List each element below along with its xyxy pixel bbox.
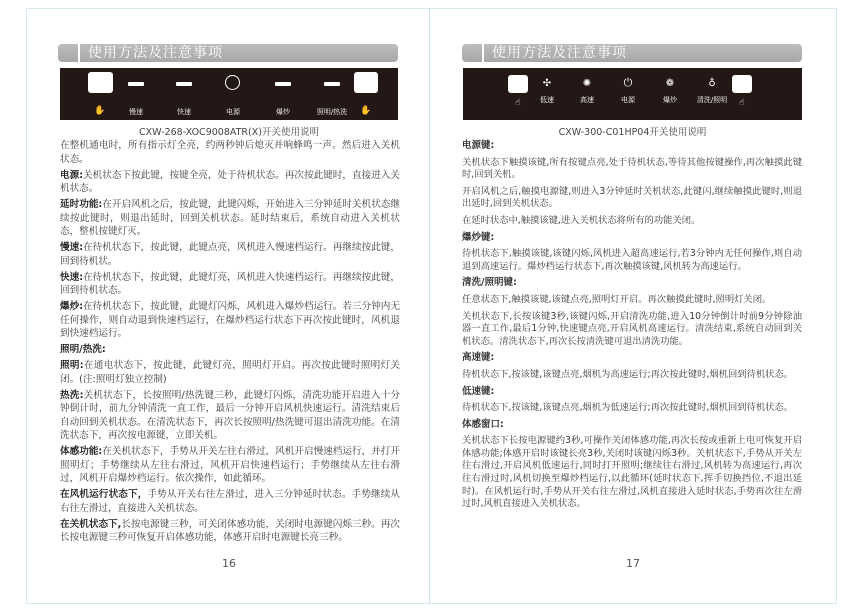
paragraph: 关机状态下长按电源键约3秒,可操作关闭体感功能,再次长按或重新上电可恢复开启体感功能;体感开启时该键长亮3秒,关闭时该键闪烁3秒。关机状态下,手势从开关左往右滑过,开启风机低速运行,同时打开照明;继续往右滑过,风机转为高速运行,再次往右滑过时,风机切换至爆炒档运行,以此循环(延时状态下,挥手切换挡位,不退出延时)。在风机运行时,手势从开关右往左滑过,风机直接进入延时状态,手势再次往左滑过时,风机直接进入关机状态。: [462, 435, 802, 510]
fast-key: [176, 82, 192, 86]
paragraph: 任意状态下,触摸该键,该键点亮,照明灯开启。再次触摸此键时,照明灯关闭。: [462, 293, 772, 305]
section-header: [58, 44, 398, 62]
header-block: [462, 44, 484, 62]
paragraph-label: 电源:: [60, 169, 84, 181]
hand-icon: ✋: [360, 106, 372, 116]
left-body-text: [60, 139, 400, 547]
paragraph-text: 在待机状态下，按此键，此键点亮，风机进入慢速档运行。再继续按此键，回到待机状。: [60, 242, 400, 267]
label-boost: 爆炒: [663, 96, 677, 104]
section-title: 使用方法及注意事项: [88, 45, 223, 61]
label-fast: 快速: [177, 108, 191, 116]
paragraph-label: 在关机状态下,: [60, 518, 122, 530]
paragraph: 关机状态下,长按该键3秒,该键闪烁,开启清洗功能,进入10分钟倒计时前9分钟除油器一直工作,最后1分钟,快速键点亮,开启风机高速运行。清洗结束,系统自动回到关机状态。清洗状态下,再次长按清洗键可退出清洗功能。: [462, 310, 802, 347]
sensor-pad-left: [88, 72, 113, 93]
paragraph-text: 在待机状态下，按此键，此键灯闪烁，风机进入爆炒档运行。若三分钟内无任何操作，则自动退到快速档运行，在爆炒档运行状态下再次按此键时，风机退到快速档运行。: [60, 301, 400, 339]
label-boost: 爆炒: [276, 108, 290, 116]
drop-icon: ♁: [708, 78, 716, 89]
paragraph: [60, 343, 400, 357]
paragraph: 关机状态下触摸该键,所有按键点亮,处于待机状态,等待其他按键操作,再次触摸此键时,回到关机。: [462, 156, 802, 181]
paragraph: [60, 139, 400, 166]
right-body-text: [462, 140, 802, 515]
section-heading: 清洗/照明键:: [462, 277, 517, 289]
control-panel-left: [60, 68, 398, 120]
control-panel-right: [463, 68, 802, 120]
paragraph-label: 热洗:: [60, 389, 84, 401]
hand-icon: ✋: [94, 106, 106, 116]
paragraph: [60, 445, 400, 486]
paragraph-label: 延时功能:: [60, 199, 103, 210]
paragraph-text: 在待机状态下，按此键，此键灯亮，风机进入快速档运行。再继续按此键，回到待机状态。: [60, 271, 400, 296]
paragraph-label: 慢速:: [60, 242, 84, 253]
paragraph: 待机状态下,触摸该键,该键闪烁,风机进入超高速运行,若3分钟内无任何操作,则自动退到高速运行。爆炒档运行状态下,再次触摸该键,风机转为高速运行。: [462, 248, 802, 272]
section-title: 使用方法及注意事项: [492, 45, 627, 61]
paragraph: [60, 198, 400, 239]
paragraph-text: 关机状态下按此键，按键全亮，处于待机状态。再次按此键时，直接进入关机状态。: [60, 169, 400, 194]
paragraph: 开启风机之后,触摸电源键,则进入3分钟延时关机状态,此键闪,继续触摸此键时,则退出延时,回到关机状态。: [462, 185, 802, 210]
paragraph-label: 照明:: [60, 360, 84, 371]
paragraph-label: 体感功能:: [60, 446, 103, 457]
paragraph: 待机状态下,按该键,该键点亮,烟机为高速运行;再次按此键时,烟机回到待机状态。: [462, 368, 794, 380]
section-heading: 高速键:: [462, 352, 495, 364]
caption: CXW-268-XOC9008ATR(X)开关使用说明: [139, 127, 319, 138]
boost-fan-icon: ❁: [665, 78, 675, 89]
light-wash-key: [324, 82, 340, 86]
paragraph-text: 在关机状态下，手势从开关左往右滑过，风机开启慢速档运行，并打开照明灯；手势继续从左往右滑过，风机开启快速档运行；手势继续从左往右滑过，风机开启爆炒档运行。依次操作，如此循环。: [60, 446, 401, 484]
power-icon: ⏻: [623, 76, 633, 89]
paragraph: [60, 389, 400, 443]
label-low: 低速: [540, 96, 554, 104]
paragraph: [60, 169, 400, 196]
section-heading: 爆炒键:: [462, 231, 495, 243]
section-heading: 电源键:: [462, 140, 495, 151]
paragraph-text: 长按电源键三秒，可关闭体感功能，关闭时电源键闪烁三秒。再次长按电源键三秒可恢复开启体感功能，体感开启时电源键长亮三秒。: [60, 518, 400, 543]
label-high: 高速: [580, 96, 594, 104]
fan-high-icon: ✺: [582, 78, 592, 89]
sensor-pad-right: [732, 75, 752, 93]
paragraph: 待机状态下,按该键,该键点亮,烟机为低速运行;再次按此键时,烟机回到待机状态。: [462, 402, 794, 414]
paragraph-text: 手势从开关右往左滑过，进入三分钟延时状态。手势继续从右往左滑过，直接进入关机状态。: [60, 489, 401, 514]
sensor-pad-right: [354, 72, 378, 93]
label-wash-light: 清洗/照明: [696, 96, 728, 104]
paragraph: [60, 300, 400, 341]
section-heading: 体感窗口:: [462, 418, 504, 430]
label-power: 电源: [226, 108, 240, 116]
sensor-pad-left: [508, 75, 528, 93]
page-number: 17: [626, 557, 640, 570]
paragraph-text: 在整机通电时，所有指示灯全亮，约两秒钟后熄灭并响蜂鸣一声。然后进入关机状态。: [60, 140, 400, 165]
page-number: 16: [222, 557, 236, 570]
paragraph: [60, 518, 400, 545]
label-slow: 慢速: [129, 108, 143, 116]
header-block: [58, 44, 80, 62]
gesture-hand-icon: ☝: [515, 98, 521, 108]
paragraph: [60, 241, 400, 268]
paragraph-text: 在开启风机之后，按此键，此键闪烁，开始进入三分钟延时关机状态继续按此键时，则退出延时，回到关机状态。延时结束后，系统自动进入关机状态，整机按键灯灭。: [60, 199, 401, 237]
boost-key: [275, 82, 291, 86]
paragraph-label: 在风机运行状态下，: [60, 489, 148, 500]
paragraph: [60, 359, 400, 386]
paragraph-text: 关机状态下，长按照明/热洗键三秒，此键灯闪烁，清洗功能开启进入十分钟倒计时，前九分钟清洗一直工作，最后一分钟开启风机快速运行。清洗结束后自动回到关机状态。在清洗状态下，再次长按照明/热洗键可退出清洗功能。在清洗状态下，再次按电源键，立即关机。: [60, 389, 401, 441]
paragraph-text: 在通电状态下，按此键，此键灯亮，照明灯开启。再次按此键时照明灯关闭。(注:照明灯独立控制): [60, 360, 401, 385]
power-key: [225, 75, 240, 90]
paragraph: [60, 488, 400, 515]
paragraph: [60, 271, 400, 298]
label-light-wash: 照明/热洗: [316, 108, 348, 116]
label-power: 电源: [621, 96, 635, 104]
paragraph: 在延时状态中,触摸该键,进入关机状态将所有的功能关闭。: [462, 214, 701, 226]
paragraph-label: 爆炒:: [60, 301, 84, 312]
section-header: [462, 44, 802, 62]
fan-low-icon: ✣: [542, 78, 552, 89]
caption: CXW-300-C01HP04开关使用说明: [558, 127, 707, 138]
paragraph-label: 照明/热洗:: [60, 344, 106, 355]
paragraph-label: 快速:: [60, 271, 84, 283]
slow-key: [128, 82, 144, 86]
section-heading: 低速键:: [462, 385, 495, 397]
gesture-hand-icon: ☝: [739, 98, 745, 108]
